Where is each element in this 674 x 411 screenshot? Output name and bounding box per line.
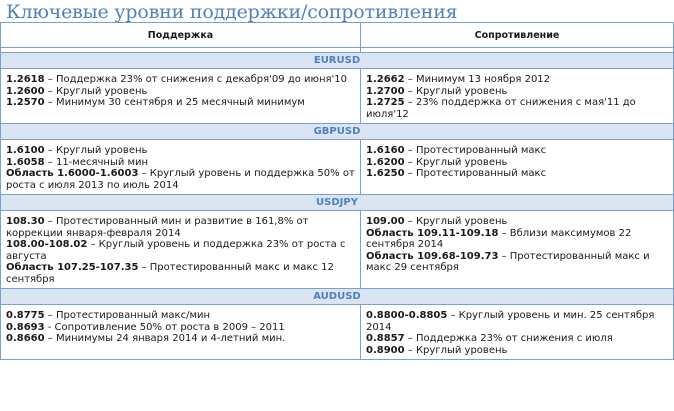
level-line [366, 86, 668, 98]
level-line [366, 168, 668, 180]
level-desc: – Круглый уровень [44, 85, 148, 97]
level-line [366, 74, 668, 86]
level-desc: – Протестированный макс/мин [44, 310, 211, 321]
pair-name-audusd: AUDUSD [1, 289, 674, 305]
level-value: 1.6058 [6, 156, 45, 168]
level-value: 1.2600 [6, 85, 45, 97]
level-line [6, 262, 355, 285]
resistance-header: Сопротивление [361, 23, 674, 48]
level-desc: – Вблизи максимумов 22 сентября 2014 [366, 227, 632, 250]
level-value: 109.00 [366, 216, 405, 227]
blank-line [6, 109, 355, 120]
level-line [366, 228, 668, 251]
level-line [6, 333, 355, 345]
level-line [366, 310, 668, 333]
pair-name-usdjpy: USDJPY [1, 195, 674, 211]
levels-table [0, 22, 674, 360]
level-value: Область 1.6000-1.6003 [6, 168, 139, 179]
level-line [366, 333, 668, 345]
level-line [366, 97, 668, 120]
level-desc: – Поддержка 23% от снижения с декабря'09 до июня'10 [44, 74, 347, 85]
level-desc: – Круглый уровень [404, 216, 508, 227]
support-cell [1, 69, 361, 124]
pair-levels-row [1, 305, 674, 360]
level-value: 0.8693 [6, 321, 45, 333]
level-desc: – Минимумы 24 января 2014 и 4-летний мин. [44, 333, 286, 344]
level-desc: – Круглый уровень [44, 145, 148, 156]
level-value: 0.8775 [6, 310, 45, 321]
level-value: 1.2700 [366, 85, 405, 97]
level-desc: – Круглый уровень и поддержка 50% от роста с июля 2013 по июль 2014 [6, 168, 355, 191]
pair-header-row [1, 53, 674, 69]
support-cell [1, 140, 361, 195]
level-value: Область 109.68-109.73 [366, 250, 499, 262]
resistance-cell [361, 69, 674, 124]
resistance-cell [361, 140, 674, 195]
level-value: 0.8857 [366, 333, 405, 344]
level-desc: – Протестированный мин и развитие в 161,8% от коррекции января-февраля 2014 [6, 216, 309, 239]
level-value: 0.8900 [366, 344, 405, 356]
level-value: 1.6250 [366, 168, 405, 179]
level-desc: – Минимум 30 сентября и 25 месячный минимум [44, 97, 305, 108]
level-line [6, 145, 355, 157]
level-value: Область 107.25-107.35 [6, 262, 139, 273]
pair-name-eurusd: EURUSD [1, 53, 674, 69]
level-line [366, 345, 668, 357]
support-header: Поддержка [1, 23, 361, 48]
resistance-cell [361, 211, 674, 289]
level-value: 1.6100 [6, 145, 45, 156]
level-desc: - Сопротивление 50% от роста в 2009 – 2011 [44, 321, 285, 333]
level-line [6, 97, 355, 109]
level-desc: – Круглый уровень [404, 156, 508, 168]
level-desc: – Протестированный макс [404, 168, 547, 179]
support-cell [1, 305, 361, 360]
level-value: 108.00-108.02 [6, 239, 88, 250]
level-desc: – Круглый уровень и мин. 25 сентября 2014 [366, 310, 655, 333]
level-line [366, 145, 668, 157]
level-value: 1.6200 [366, 156, 405, 168]
level-desc: – Круглый уровень [404, 344, 508, 356]
level-line [6, 310, 355, 322]
page-title: Ключевые уровни поддержки/сопротивления [6, 1, 458, 23]
level-line [366, 216, 668, 228]
level-line [6, 157, 355, 169]
level-line [6, 239, 355, 262]
level-line [6, 216, 355, 239]
pair-header-row [1, 124, 674, 140]
level-desc: – Круглый уровень и поддержка 23% от роста с августа [6, 239, 346, 262]
level-line [366, 157, 668, 169]
pair-header-row [1, 289, 674, 305]
level-desc: – Протестированный макс и макс 12 сентября [6, 262, 334, 285]
level-value: 1.2725 [366, 97, 405, 108]
level-value: 108.30 [6, 216, 45, 227]
pair-levels-row [1, 69, 674, 124]
level-value: 1.2570 [6, 97, 45, 108]
level-line [6, 86, 355, 98]
resistance-cell [361, 305, 674, 360]
level-desc: – Круглый уровень [404, 85, 508, 97]
pair-name-gbpusd: GBPUSD [1, 124, 674, 140]
level-desc: – Протестированный макс [404, 145, 547, 156]
pair-header-row [1, 195, 674, 211]
level-value: 1.6160 [366, 145, 405, 156]
level-desc: – 11-месячный мин [44, 156, 149, 168]
pair-levels-row [1, 211, 674, 289]
level-value: 1.2618 [6, 74, 45, 85]
level-value: 1.2662 [366, 74, 405, 85]
table-header-row [1, 23, 674, 48]
support-cell [1, 211, 361, 289]
level-desc: – Протестированный макс и макс 29 сентября [366, 250, 650, 273]
level-value: 0.8800-0.8805 [366, 310, 448, 321]
pair-levels-row [1, 140, 674, 195]
level-line [6, 168, 355, 191]
level-desc: – 23% поддержка от снижения с мая'11 до июля'12 [366, 97, 636, 120]
level-value: 0.8660 [6, 333, 45, 344]
level-desc: – Минимум 13 ноября 2012 [404, 74, 551, 85]
level-value: Область 109.11-109.18 [366, 227, 499, 239]
level-line [6, 74, 355, 86]
level-desc: – Поддержка 23% от снижения с июля [404, 333, 613, 344]
level-line [6, 322, 355, 334]
level-line [366, 251, 668, 274]
